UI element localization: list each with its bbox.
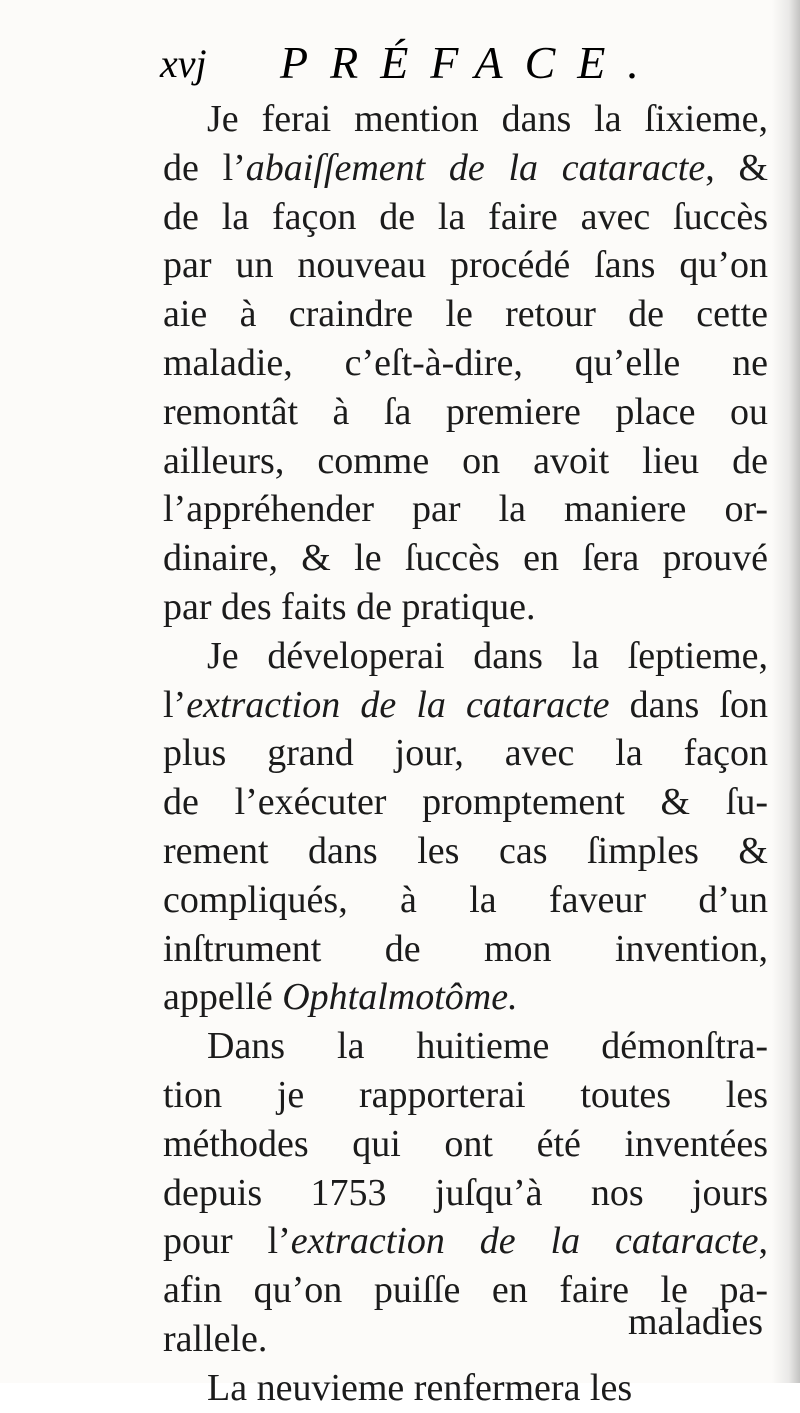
text-line <box>163 95 768 144</box>
text-segment: par un nouveau procédé ſans qu’on <box>163 244 768 287</box>
text-line <box>163 681 768 730</box>
running-title: PRÉFACE. <box>280 37 661 88</box>
text-segment: Dans la huitieme démonſtra- <box>207 1025 768 1068</box>
page-header <box>160 36 660 96</box>
text-segment: compliqués, à la faveur d’un <box>163 878 768 921</box>
text-line <box>163 388 768 437</box>
page-number: xvj <box>160 41 207 86</box>
text-segment: Je déveloperai dans la ſeptieme, <box>207 634 768 677</box>
page-edge-shadow <box>772 0 800 1383</box>
text-line <box>163 1217 768 1266</box>
text-line <box>163 876 768 925</box>
text-segment: de l’exécuter promptement & ſu- <box>163 781 768 824</box>
text-segment: maladie, c’eſt-à-dire, qu’elle ne <box>163 341 768 384</box>
text-segment: rallele. <box>163 1317 268 1360</box>
text-segment: Ophtalmotôme. <box>282 976 518 1019</box>
text-segment: inſtrument de mon invention, <box>163 927 768 970</box>
text-segment: par des faits de pratique. <box>163 585 536 628</box>
text-segment: de la façon de la faire avec ſuccès <box>163 195 768 238</box>
text-line <box>163 925 768 974</box>
text-line <box>163 583 768 632</box>
text-line <box>163 1120 768 1169</box>
text-segment: méthodes qui ont été inventées <box>163 1122 768 1165</box>
text-segment: ailleurs, comme on avoit lieu de <box>163 439 768 482</box>
text-segment: appellé <box>163 976 283 1019</box>
text-segment: plus grand jour, avec la façon <box>163 732 768 775</box>
text-line <box>163 534 768 583</box>
text-segment: dinaire, & le ſuccès en ſera prouvé <box>163 537 768 580</box>
text-line <box>163 1169 768 1218</box>
text-segment: aie à craindre le retour de cette <box>163 293 768 336</box>
page-body-text <box>163 95 768 1413</box>
text-line <box>163 778 768 827</box>
text-segment: , & <box>705 146 768 189</box>
text-line <box>163 193 768 242</box>
text-segment: extraction de la cataracte <box>290 1220 759 1263</box>
text-segment: dans ſon <box>609 683 768 726</box>
text-segment: remontât à ſa premiere place ou <box>163 390 768 433</box>
text-segment: de l’ <box>163 146 246 189</box>
catchword: maladies <box>628 1301 764 1343</box>
text-line <box>163 827 768 876</box>
text-line <box>163 437 768 486</box>
text-segment: rement dans les cas ſimples & <box>163 829 768 872</box>
text-segment: l’ <box>163 683 187 726</box>
text-segment: abaiſſement de la cataracte <box>245 146 706 189</box>
text-segment: , <box>758 1220 768 1263</box>
text-line <box>163 485 768 534</box>
text-line <box>163 973 768 1022</box>
text-line <box>163 1022 768 1071</box>
text-segment: depuis 1753 juſqu’à nos jours <box>163 1171 768 1214</box>
text-line <box>163 1071 768 1120</box>
text-line <box>163 241 768 290</box>
text-line <box>163 729 768 778</box>
text-segment: La neuvieme renfermera les <box>207 1366 633 1409</box>
text-line <box>163 339 768 388</box>
text-segment: tion je rapporterai toutes les <box>163 1073 768 1116</box>
text-segment: afin qu’on puiſſe en faire le pa- <box>163 1269 768 1312</box>
text-line <box>163 632 768 681</box>
text-line <box>163 290 768 339</box>
text-segment: l’appréhender par la maniere or- <box>163 488 768 531</box>
text-line <box>163 1364 768 1413</box>
text-line <box>163 144 768 193</box>
text-segment: Je ferai mention dans la ſixieme, <box>207 98 768 140</box>
text-segment: extraction de la cataracte <box>186 683 610 726</box>
text-segment: pour l’ <box>163 1220 291 1263</box>
